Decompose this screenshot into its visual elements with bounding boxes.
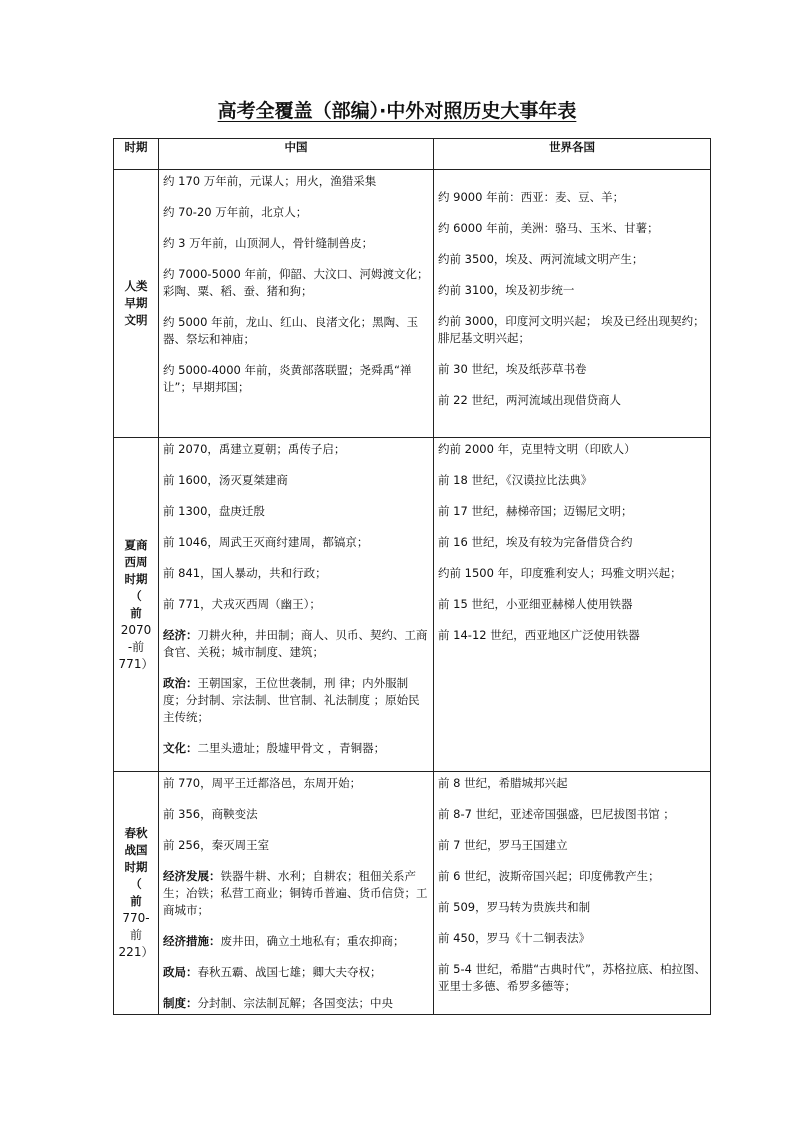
china-entry [163,627,429,661]
china-entry-text: 二里头遗址；殷墟甲骨文 ，青铜器； [197,741,386,755]
period-line: 战国 [124,843,148,857]
world-entry: 约 9000 年前：西亚：麦、豆、羊； [438,190,625,204]
period-line: 西周 [124,554,148,569]
china-entry-text: 前 2070，禹建立夏朝；禹传子启； [163,442,346,456]
period-line: （ [130,588,142,603]
period-line: 时期 [124,571,148,586]
china-entry [163,503,429,520]
china-entry: 约 3 万年前，山顶洞人，骨针缝制兽皮； [163,236,374,250]
china-cell [159,438,434,772]
history-timeline-table [113,138,711,1015]
china-entry-text: 前 356，商鞅变法 [163,807,258,821]
china-entry [163,775,429,792]
world-entry: 前 8-7 世纪，亚述帝国强盛，巴尼拔图书馆 ； [438,807,675,821]
china-entry-text: 废井田，确立土地私有；重农抑商； [220,934,405,948]
world-cell [434,438,711,772]
entry-keyword: 政治： [163,676,198,690]
china-entry: 约 7000-5000 年前，仰韶、大汶口、河姆渡文化；彩陶、粟、稻、蚕、猪和狗； [163,267,429,298]
china-entry [163,933,429,950]
world-entry: 前 22 世纪，两河流域出现借贷商人 [438,393,621,407]
world-entry: 前 450，罗马《十二铜表法》 [438,931,591,945]
period-line: 文明 [124,313,148,327]
china-entry [163,837,429,854]
entry-keyword: 制度： [163,996,198,1010]
world-cell [434,772,711,1015]
period-line: 早期 [124,296,148,310]
world-entry: 前 14-12 世纪，西亚地区广泛使用铁器 [438,628,640,642]
period-line: 770- [122,911,150,925]
header-china: 中国 [159,139,434,170]
china-entry [163,868,429,919]
china-entry [163,806,429,823]
world-entry: 前 5-4 世纪，希腊“古典时代”，苏格拉底、柏拉图、亚里士多德、希罗多德等； [438,962,707,993]
header-world: 世界各国 [434,139,711,170]
world-entry: 前 16 世纪，埃及有较为完备借贷合约 [438,535,633,549]
china-entry [163,596,429,613]
world-cell [434,170,711,438]
china-entry [163,995,429,1012]
period-line: 前 [130,605,142,620]
entry-keyword: 经济： [163,628,198,642]
china-entry-text: 前 256，秦灭周王室 [163,838,270,852]
china-entry-text: 前 770，周平王迁都洛邑，东周开始； [163,776,362,790]
china-entry-text: 前 771，犬戎灭西周（幽王）； [163,597,321,611]
period-cell [114,170,159,438]
china-entry: 约 5000 年前，龙山、红山、良渚文化；黑陶、玉器、祭坛和神庙； [163,315,419,346]
period-line: -前 [127,639,145,654]
china-entry-text: 王朝国家，王位世袭制，刑 律；内外服制度；分封制、宗法制、世官制、礼法制度 ；原始民主传统； [163,676,420,724]
china-entry-text: 前 841，国人暴动，共和行政； [163,566,327,580]
china-cell [159,170,434,438]
period-cell [114,438,159,772]
china-entry: 约 5000-4000 年前，炎黄部落联盟；尧舜禹“禅让”；早期邦国； [163,363,412,394]
world-entry: 前 509，罗马转为贵族共和制 [438,900,591,914]
china-entry [163,472,429,489]
header-period: 时期 [114,139,159,170]
world-entry: 约前 3100，埃及初步统一 [438,283,575,297]
china-cell [159,772,434,1015]
world-entry: 约前 1500 年，印度雅利安人；玛雅文明兴起； [438,566,682,580]
period-line: 前 [129,928,142,942]
world-entry: 约 6000 年前，美洲：骆马、玉米、甘薯； [438,221,659,235]
china-entry [163,534,429,551]
entry-keyword: 经济发展： [163,869,221,883]
period-line: 2070 [120,622,152,637]
world-entry: 约前 2000 年，克里特文明（印欧人） [438,442,636,456]
entry-keyword: 政局： [163,965,198,979]
china-entry: 约 170 万年前，元谋人；用火，渔猎采集 [163,174,377,188]
world-entry: 约前 3500，埃及、两河流域文明产生； [438,252,644,266]
period-line: 771） [118,656,154,671]
world-entry: 前 8 世纪，希腊城邦兴起 [438,776,568,790]
china-entry-text: 前 1600，汤灭夏桀建商 [163,473,288,487]
page-title: 高考全覆盖（部编）·中外对照历史大事年表 [217,100,577,122]
china-entry-text: 前 1046，周武王灭商纣建周，都镐京； [163,535,369,549]
china-entry-text: 春秋五霸、战国七雄；卿大夫夺权； [197,965,382,979]
china-entry-text: 前 1300，盘庚迁殷 [163,504,265,518]
period-line: 人类 [124,279,148,293]
china-entry [163,441,429,458]
entry-keyword: 经济措施： [163,934,221,948]
period-line: 前 [130,894,142,908]
world-entry: 前 7 世纪，罗马王国建立 [438,838,568,852]
china-entry [163,675,429,726]
table-row [114,438,711,772]
china-entry: 约 70-20 万年前，北京人； [163,205,308,219]
table-row [114,772,711,1015]
china-entry-text: 刀耕火种，井田制；商人、贝币、契约、工商食官、关税；城市制度、建筑； [163,628,428,659]
world-entry: 前 6 世纪，波斯帝国兴起；印度佛教产生； [438,869,660,883]
world-entry: 前 17 世纪，赫梯帝国；迈锡尼文明； [438,504,633,518]
china-entry-text: 分封制、宗法制瓦解；各国变法；中央 [197,996,393,1010]
entry-keyword: 文化： [163,741,198,755]
period-line: 221） [118,945,154,959]
china-entry [163,740,429,757]
world-entry: 约前 3000，印度河文明兴起； 埃及已经出现契约；腓尼基文明兴起； [438,314,705,345]
period-line: 夏商 [124,537,148,552]
period-line: 时期 [124,860,148,874]
world-entry: 前 15 世纪，小亚细亚赫梯人使用铁器 [438,597,633,611]
period-line: （ [130,877,142,891]
period-cell [114,772,159,1015]
china-entry [163,565,429,582]
table-header-row [114,139,711,170]
period-line: 春秋 [124,826,148,840]
table-row [114,170,711,438]
china-entry [163,964,429,981]
world-entry: 前 30 世纪，埃及纸莎草书卷 [438,362,587,376]
china-entry-text: 铁器牛耕、水利；自耕农；租佃关系产生；冶铁；私营工商业；铜铸币普遍、货币信贷；工商城市； [163,869,428,917]
world-entry: 前 18 世纪，《汉谟拉比法典》 [438,473,593,487]
